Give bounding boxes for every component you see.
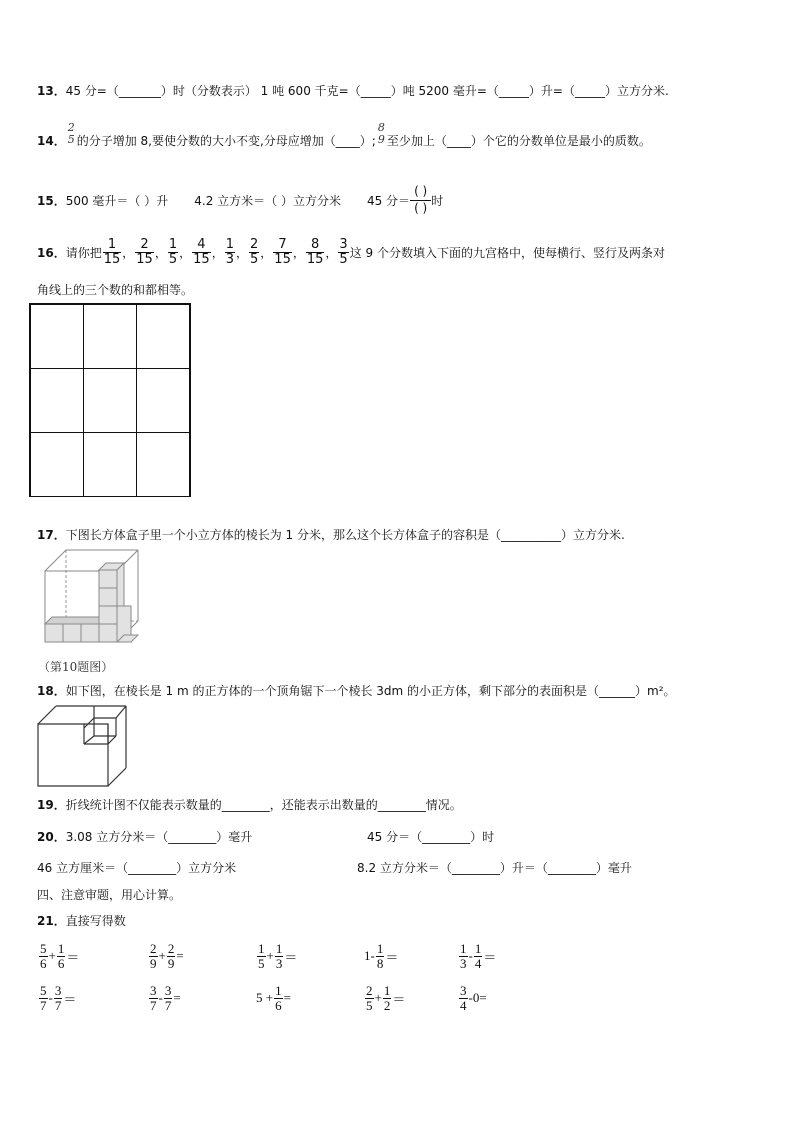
equals-sign: ＝ xyxy=(385,949,399,965)
question-text-part1: 的分子增加 8,要使分数的大小不变,分母应增加（____）; xyxy=(76,133,376,148)
fraction-2-5: $\frac{2}{5}$ xyxy=(366,982,373,1013)
fraction-1-15: $\frac{1}{15}$ xyxy=(103,236,121,267)
equals-sign: ＝ xyxy=(284,949,298,965)
question-15 xyxy=(37,178,443,222)
calc-row-2 xyxy=(38,978,598,1018)
fraction-3-4: $\frac{3}{4}$ xyxy=(460,982,467,1013)
question-16-tail: 这 9 个分数填入下面的九宫格中，使每横行、竖行及两条对 xyxy=(349,245,665,260)
question-number: 13． xyxy=(37,84,66,98)
grid-cell[interactable] xyxy=(30,368,84,433)
fraction-1-6: $\frac{1}{6}$ xyxy=(275,982,282,1013)
equals-sign: ＝ xyxy=(66,949,80,965)
fraction-4-15: $\frac{4}{15}$ xyxy=(193,236,210,267)
equals-sign: ＝ xyxy=(483,949,497,965)
question-number: 15． xyxy=(37,193,66,208)
question-number: 20． xyxy=(37,830,66,844)
operator: + xyxy=(374,990,382,1005)
question-text: 下图长方体盒子里一个小立方体的棱长为 1 分米，那么这个长方体盒子的容积是（__________）立方分米. xyxy=(65,528,625,542)
calc-expression xyxy=(38,978,76,1018)
equals-sign: ＝ xyxy=(392,991,406,1007)
cut-cube-figure xyxy=(36,704,128,788)
fraction-3-7: $\frac{3}{7}$ xyxy=(164,982,172,1013)
calc-expression xyxy=(256,978,291,1018)
question-20-part-c: 46 立方厘米＝（________）立方分米 xyxy=(37,861,237,875)
calc-expression xyxy=(364,978,405,1018)
question-15-part3: 45 分＝ xyxy=(366,193,411,208)
question-number: 16． xyxy=(37,245,66,260)
grid-cell[interactable] xyxy=(136,432,190,497)
question-19 xyxy=(37,796,462,813)
question-16 xyxy=(37,232,665,272)
fraction-3-7: $\frac{3}{7}$ xyxy=(150,982,157,1013)
calc-expression xyxy=(148,978,181,1018)
fraction-1-6: $\frac{1}{6}$ xyxy=(57,940,65,971)
fraction-1-8: $\frac{1}{8}$ xyxy=(376,940,384,971)
fraction-8-15: $\frac{8}{15}$ xyxy=(306,236,324,267)
question-text: 如下图，在棱长是 1 m 的正方体的一个顶角锯下一个棱长 3dm 的小正方体，剩下部分的表面积是（______）m²。 xyxy=(65,684,676,698)
section-title: 四、注意审题，用心计算。 xyxy=(37,888,182,902)
cuboid-box-figure xyxy=(38,548,144,648)
question-20-part-a: 3.08 立方分米＝（________）毫升 xyxy=(65,830,253,844)
question-17 xyxy=(37,526,625,543)
comma: ， xyxy=(211,245,224,260)
question-21 xyxy=(37,912,126,929)
question-15-part1: 500 毫升＝（ ）升 xyxy=(65,193,169,208)
magic-square-grid xyxy=(29,303,191,497)
grid-cell[interactable] xyxy=(83,432,137,497)
fraction-2-9: $\frac{2}{9}$ xyxy=(150,940,157,971)
question-text: 折线统计图不仅能表示数量的________，还能表示出数量的________情况。 xyxy=(65,798,462,812)
equals-sign: = xyxy=(176,948,184,963)
question-20-a xyxy=(37,828,252,845)
question-16-intro: 请你把 xyxy=(65,245,102,260)
comma: ， xyxy=(179,245,192,260)
fraction-1-5: $\frac{1}{5}$ xyxy=(258,940,265,971)
operator: - xyxy=(48,990,53,1005)
calc-expression xyxy=(458,978,487,1018)
calc-expression xyxy=(256,936,297,976)
calc-row-1 xyxy=(38,936,598,976)
operand: 1- xyxy=(364,948,375,963)
operator: + xyxy=(158,948,166,963)
fraction-7-15: $\frac{7}{15}$ xyxy=(274,236,291,267)
calc-expression xyxy=(364,936,398,976)
question-number: 21． xyxy=(37,914,66,928)
fraction-1-2: $\frac{1}{2}$ xyxy=(383,982,391,1013)
equals-sign: = xyxy=(173,990,181,1005)
question-text-part2: 至少加上（____）个它的分数单位是最小的质数。 xyxy=(386,133,651,148)
operator: -0= xyxy=(468,990,487,1005)
question-text: 45 分=（_______）时（分数表示） 1 吨 600 千克=（_____）吨 5200 毫升=（_____）升=（_____）立方分米. xyxy=(65,84,669,98)
fraction-5-6: $\frac{5}{6}$ xyxy=(40,940,47,971)
comma: ， xyxy=(325,245,338,260)
fraction-1-5: $\frac{1}{5}$ xyxy=(168,236,178,267)
fraction-2-5: 2 5 xyxy=(67,121,75,146)
question-number: 18． xyxy=(37,684,66,698)
figure-caption: （第10题图） xyxy=(38,660,114,674)
question-15-part4: 时 xyxy=(431,193,444,208)
question-13 xyxy=(37,82,669,99)
fraction-1-3: $\frac{1}{3}$ xyxy=(225,236,234,267)
fraction-1-4: $\frac{1}{4}$ xyxy=(474,940,482,971)
grid-cell[interactable] xyxy=(30,304,84,369)
fraction-2-9: $\frac{2}{9}$ xyxy=(167,940,175,971)
grid-cell[interactable] xyxy=(30,432,84,497)
question-20-part-b: 45 分＝（________）时 xyxy=(367,830,495,844)
equals-sign: ＝ xyxy=(63,991,77,1007)
question-14 xyxy=(37,120,651,160)
question-16-line2: 角线上的三个数的和都相等。 xyxy=(37,283,194,297)
question-15-part2: 4.2 立方米＝（ ）立方分米 xyxy=(194,193,341,208)
calc-expression xyxy=(458,936,496,976)
comma: ， xyxy=(235,245,248,260)
operator: - xyxy=(158,990,163,1005)
fraction-3-7: $\frac{3}{7}$ xyxy=(54,982,62,1013)
comma: ， xyxy=(154,245,167,260)
question-18 xyxy=(37,682,676,699)
question-number: 19． xyxy=(37,798,66,812)
question-20-part-d: 8.2 立方分米＝（________）升＝（________）毫升 xyxy=(357,861,632,875)
comma: ， xyxy=(122,245,135,260)
calc-expression xyxy=(148,936,184,976)
grid-cell[interactable] xyxy=(136,368,190,433)
fraction-2-5: $\frac{2}{5}$ xyxy=(250,236,259,267)
blank-fraction-box[interactable]: ( ) ( ) xyxy=(410,184,431,216)
comma: ， xyxy=(260,245,273,260)
grid-cell[interactable] xyxy=(83,304,137,369)
equals-sign: = xyxy=(283,990,291,1005)
question-title: 直接写得数 xyxy=(65,914,126,928)
operator: + xyxy=(266,948,274,963)
fraction-8-9: 8 9 xyxy=(377,121,385,146)
comma: ， xyxy=(292,245,305,260)
operator: - xyxy=(468,948,473,963)
fraction-list xyxy=(102,238,350,266)
grid-cell[interactable] xyxy=(136,304,190,369)
question-number: 17． xyxy=(37,528,66,542)
operand: 5 + xyxy=(256,990,274,1005)
fraction-1-3: $\frac{1}{3}$ xyxy=(460,940,467,971)
fraction-5-7: $\frac{5}{7}$ xyxy=(40,982,47,1013)
calc-expression xyxy=(38,936,79,976)
fraction-3-5: $\frac{3}{5}$ xyxy=(339,236,348,267)
operator: + xyxy=(48,948,56,963)
question-number: 14． xyxy=(37,133,66,148)
fraction-2-15: $\frac{2}{15}$ xyxy=(136,236,153,267)
fraction-1-3: $\frac{1}{3}$ xyxy=(275,940,283,971)
grid-cell[interactable] xyxy=(83,368,137,433)
